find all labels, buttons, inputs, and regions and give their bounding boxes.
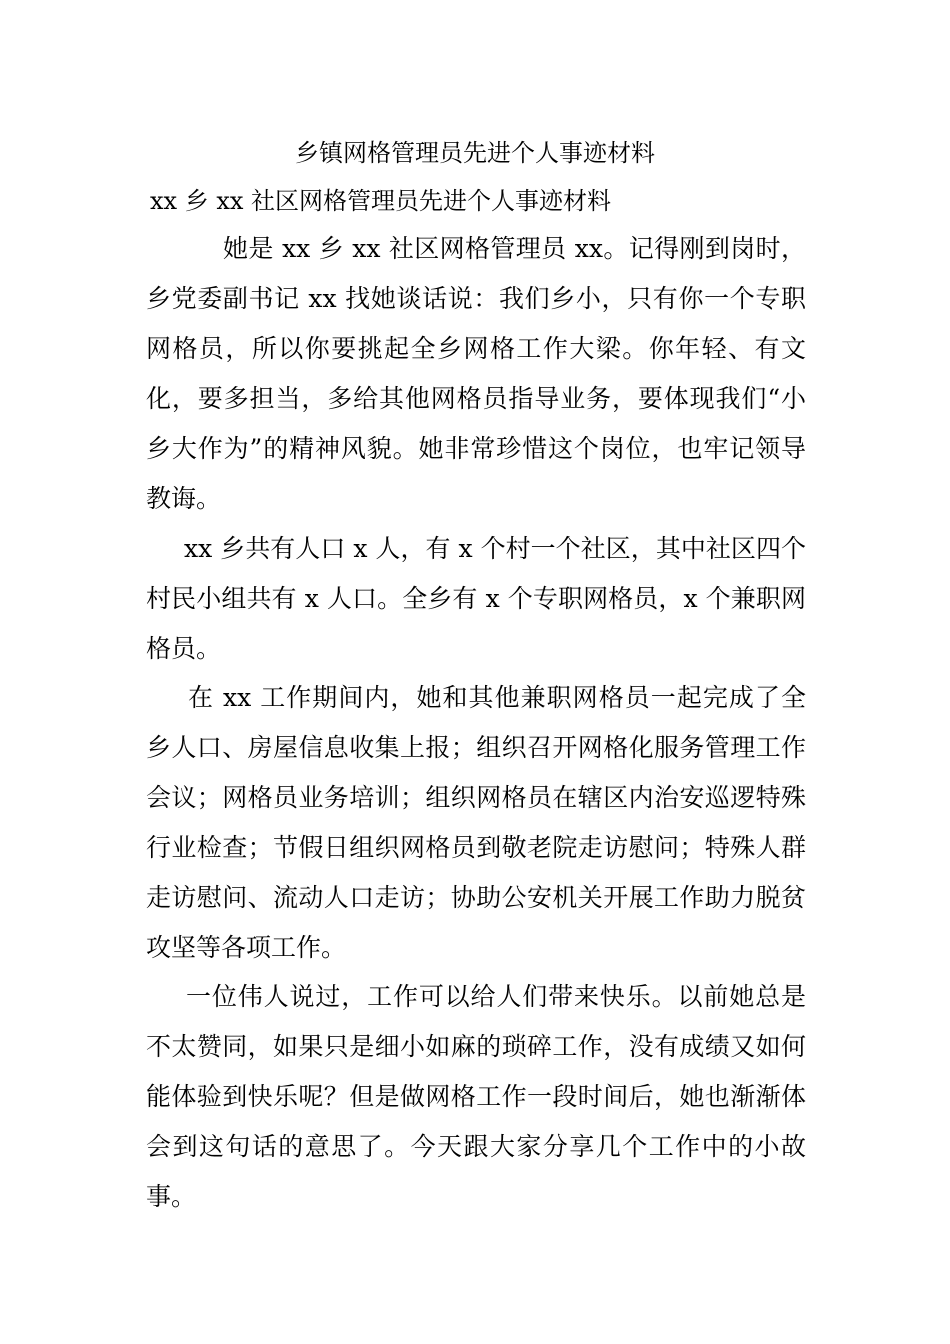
paragraph-intro: 她是 xx 乡 xx 社区网格管理员 xx。记得刚到岗时，乡党委副书记 xx 找她谈话说：我们乡小，只有你一个专职网格员，所以你要挑起全乡网格工作大梁。你年轻、有文化，要多担当，多给其他网格员指导业务，要体现我们“小乡大作为”的精神风貌。她非常珍惜这个岗位，也牢记领导教诲。 <box>146 234 806 513</box>
paragraph-happiness: 一位伟人说过，工作可以给人们带来快乐。以前她总是不太赞同，如果只是细小如麻的琐碎工作，没有成绩又如何能体验到快乐呢？但是做网格工作一段时间后，她也渐渐体会到这句话的意思了。今天跟大家分享几个工作中的小故事。 <box>146 982 806 1211</box>
paragraph-work: 在 xx 工作期间内，她和其他兼职网格员一起完成了全乡人口、房屋信息收集上报；组织召开网格化服务管理工作会议；网格员业务培训；组织网格员在辖区内治安巡逻特殊行业检查；节假日组织网格员到敬老院走访慰问；特殊人群走访慰问、流动人口走访；协助公安机关开展工作助力脱贫攻坚等各项工作。 <box>146 683 806 962</box>
document-title: 乡镇网格管理员先进个人事迹材料 <box>295 139 655 167</box>
paragraph-population: xx 乡共有人口 x 人，有 x 个村一个社区，其中社区四个村民小组共有 x 人口。全乡有 x 个专职网格员，x 个兼职网格员。 <box>146 534 806 663</box>
document-subtitle: xx 乡 xx 社区网格管理员先进个人事迹材料 <box>150 187 612 215</box>
